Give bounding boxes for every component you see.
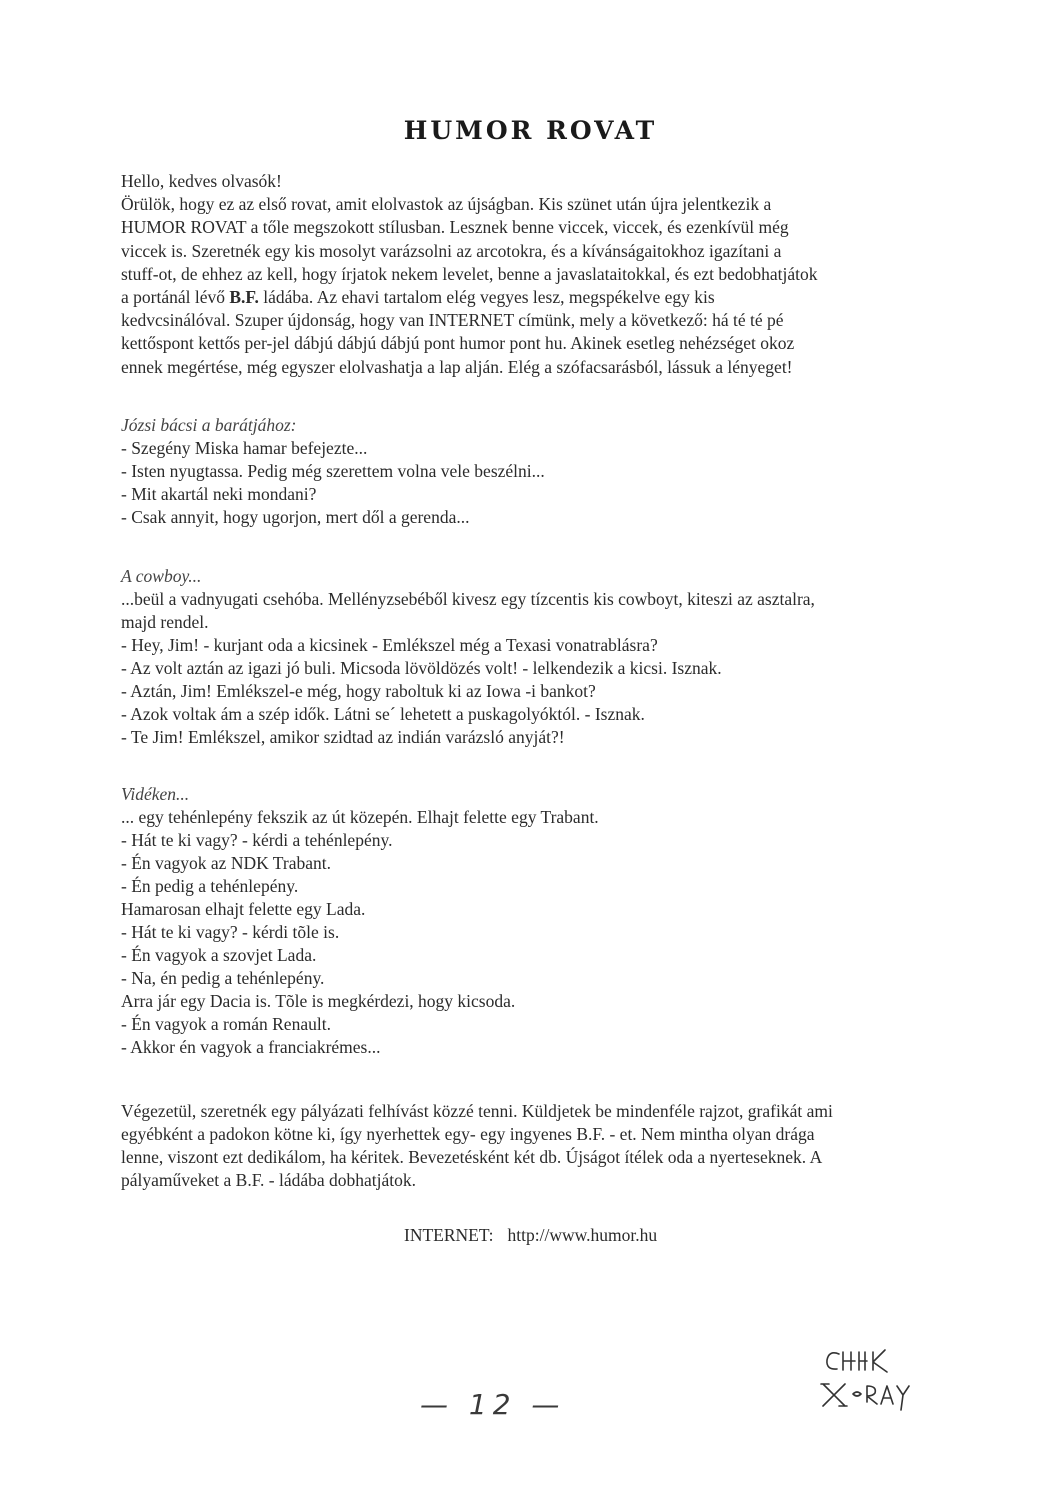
internet-label: INTERNET: (404, 1225, 494, 1245)
joke-line: - Csak annyit, hogy ugorjon, mert dől a gerenda... (121, 507, 470, 527)
joke-line: - Te Jim! Emlékszel, amikor szidtad az indián varázsló anyját?! (121, 727, 565, 747)
bf-bold-text: B.F. (229, 286, 259, 307)
intro-line: Örülök, hogy ez az első rovat, amit elolvastok az újságban. Kis szünet után újra jelentkezik a (121, 194, 772, 215)
joke-line: - Na, én pedig a tehénlepény. (121, 968, 325, 988)
greeting-line: Hello, kedves olvasók! (121, 171, 282, 191)
joke-line: - Hát te ki vagy? - kérdi tõle is. (121, 922, 340, 942)
joke-line: - Én vagyok a román Renault. (121, 1014, 331, 1034)
joke-line: - Én vagyok a szovjet Lada. (121, 945, 317, 965)
joke-line: - Mit akartál neki mondani? (121, 484, 317, 504)
joke-line: majd rendel. (121, 612, 209, 632)
intro-paragraph (121, 170, 961, 379)
intro-line: kettőspont kettős per-jel dábjú dábjú dábjú pont humor pont hu. Akinek esetleg nehézséget okoz (121, 333, 795, 354)
joke-line: - Az volt aztán az igazi jó buli. Micsoda lövöldözés volt! - lelkendezik a kicsi. Isznak. (121, 658, 722, 678)
joke-line: - Akkor én vagyok a franciakrémes... (121, 1037, 381, 1057)
intro-text: ládába. Az ehavi tartalom elég vegyes lesz, megspékelve egy kis (258, 286, 715, 307)
intro-line: kedvcsinálóval. Szuper újdonság, hogy van INTERNET címünk, mely a következő: há té té pé (121, 310, 784, 331)
intro-line: HUMOR ROVAT a tőle megszokott stílusban. Lesznek benne viccek, viccek, és ezenkívül még (121, 217, 789, 238)
closing-line: Végezetül, szeretnék egy pályázati felhívást közzé tenni. Küldjetek be mindenféle rajzot, grafikát ami (121, 1101, 833, 1121)
joke-line: - Én vagyok az NDK Trabant. (121, 853, 331, 873)
intro-text: a portánál lévő (121, 286, 230, 307)
joke-line: Hamarosan elhajt felette egy Lada. (121, 899, 366, 919)
joke-cowboy (121, 565, 961, 749)
joke-heading: A cowboy... (121, 566, 202, 586)
joke-line: - Hát te ki vagy? - kérdi a tehénlepény. (121, 830, 393, 850)
joke-line: - Én pedig a tehénlepény. (121, 876, 299, 896)
joke-heading: Vidéken... (121, 784, 190, 804)
joke-line: - Azok voltak ám a szép idők. Látni se´ lehetett a puskagolyóktól. - Isznak. (121, 704, 645, 724)
joke-videken (121, 783, 961, 1059)
joke-line: ...beül a vadnyugati csehóba. Mellényzsebéből kivesz egy tízcentis kis cowboyt, kiteszi az asztalra, (121, 589, 815, 609)
joke-line: - Isten nyugtassa. Pedig még szerettem volna vele beszélni... (121, 461, 545, 481)
signature-image (815, 1340, 925, 1420)
joke-heading: Józsi bácsi a barátjához: (121, 415, 297, 435)
intro-line: viccek is. Szeretnék egy kis mosolyt varázsolni az arcotokra, és a kívánságaitokhoz igazítani a (121, 240, 782, 261)
closing-line: lenne, viszont ezt dedikálom, ha kéritek. Bevezetésként két db. Újságot ítélek oda a nyerteseknek. A (121, 1147, 823, 1167)
joke-line: - Hey, Jim! - kurjant oda a kicsinek - Emlékszel még a Texasi vonatrablásra? (121, 635, 658, 655)
joke-line: Arra jár egy Dacia is. Tõle is megkérdezi, hogy kicsoda. (121, 991, 516, 1011)
joke-line: - Szegény Miska hamar befejezte... (121, 438, 368, 458)
joke-line: - Aztán, Jim! Emlékszel-e még, hogy raboltuk ki az Iowa -i bankot? (121, 681, 596, 701)
closing-paragraph (121, 1100, 971, 1192)
closing-line: pályaműveket a B.F. - ládába dobhatjátok. (121, 1170, 417, 1190)
intro-line: ennek megértése, még egyszer elolvashatja a lap alján. Elég a szófacsarásból, lássuk a lényeget! (121, 356, 793, 377)
joke-jozsi (121, 414, 961, 529)
internet-address (404, 1225, 657, 1246)
page-number: — 12 — (420, 1388, 566, 1421)
joke-line: ... egy tehénlepény fekszik az út közepén. Elhajt felette egy Trabant. (121, 807, 599, 827)
intro-line: stuff-ot, de ehhez az kell, hogy írjatok nekem levelet, benne a javaslataitokkal, és ezt bedobhatjátok (121, 263, 818, 284)
page-title: HUMOR ROVAT (403, 116, 658, 145)
internet-url[interactable]: http://www.humor.hu (507, 1225, 658, 1245)
intro-line-bf (121, 286, 961, 309)
closing-line: egyébként a padokon kötne ki, így nyerhettek egy- egy ingyenes B.F. - et. Nem mintha olyan drága (121, 1124, 815, 1144)
